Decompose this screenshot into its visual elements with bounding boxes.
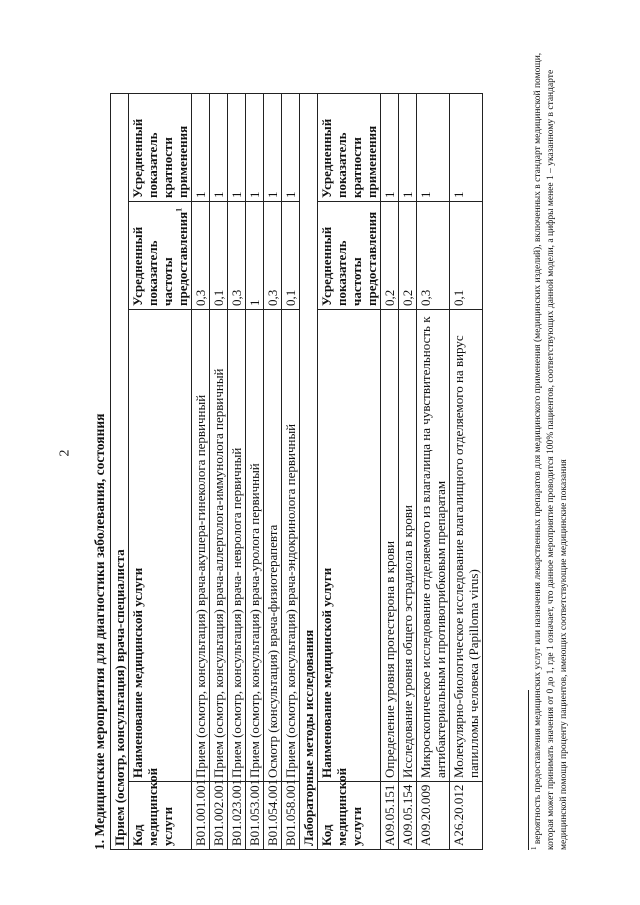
footnote-ref: 1 <box>174 207 184 212</box>
section1-title: Прием (осмотр, консультация) врача-специалиста <box>111 93 129 849</box>
cell-code: B01.054.001 <box>264 782 282 850</box>
footnote-text: вероятность предоставления медицинских услуг или назначения лекарственных препаратов для медицинского применения (медицинских изделий), включенных в стандарт медицинской помощи, которая может принимать значения от 0 до 1, где 1 означает, что данное мероприятие проводится 100% пациентов, соответствующих данной модели, а цифры менее 1 – указанному в стандарте медицинской помощи проценту пациентов, имеющих соответствующие медицинские показания <box>533 52 569 850</box>
cell-frequency: 0,2 <box>381 202 399 310</box>
cell-multiplicity: 1 <box>282 93 300 201</box>
cell-frequency: 0,1 <box>210 202 228 310</box>
cell-name: Исследование уровня общего эстрадиола в крови <box>399 310 417 782</box>
cell-name: Прием (осмотр, консультация) врача-уролога первичный <box>246 310 264 782</box>
header-code: Код медицинской услуги <box>318 782 381 850</box>
page-number: 2 <box>57 449 73 457</box>
rotated-page-content <box>92 35 572 850</box>
cell-code: B01.023.001 <box>228 782 246 850</box>
table-row <box>282 93 300 849</box>
cell-multiplicity: 1 <box>210 93 228 201</box>
cell-name: Осмотр (консультация) врача-физиотерапевта <box>264 310 282 782</box>
cell-frequency: 0,3 <box>417 202 450 310</box>
header-frequency <box>129 202 192 310</box>
cell-frequency: 0,3 <box>192 202 210 310</box>
section2-body <box>300 93 483 849</box>
section2-title-row <box>300 93 318 849</box>
header-multiplicity: Усредненный показатель кратности применения <box>318 93 381 201</box>
cell-multiplicity: 1 <box>399 93 417 201</box>
cell-frequency: 0,1 <box>450 202 483 310</box>
cell-frequency: 0,3 <box>228 202 246 310</box>
section2-header-row <box>318 93 381 849</box>
table-row <box>450 93 483 849</box>
cell-name: Молекулярно-биологическое исследование влагалищного отделяемого на вирус папилломы человека (Papilloma virus) <box>450 310 483 782</box>
cell-name: Прием (осмотр, консультация) врача-акушера-гинеколога первичный <box>192 310 210 782</box>
cell-name: Определение уровня прогестерона в крови <box>381 310 399 782</box>
cell-code: B01.058.001 <box>282 782 300 850</box>
table-row <box>192 93 210 849</box>
cell-multiplicity: 1 <box>264 93 282 201</box>
cell-frequency: 0,1 <box>282 202 300 310</box>
section1-header-row <box>129 93 192 849</box>
section2-title: Лабораторные методы исследования <box>300 93 318 849</box>
header-frequency-text: Усредненный показатель частоты предоставления <box>130 211 190 306</box>
section-heading: 1. Медицинские мероприятия для диагностики заболевания, состояния <box>92 413 107 850</box>
footnote-marker: 1 <box>529 846 538 850</box>
header-name: Наименование медицинской услуги <box>129 310 192 782</box>
table-row <box>417 93 450 849</box>
table-row <box>399 93 417 849</box>
cell-name: Прием (осмотр, консультация) врача- невролога первичный <box>228 310 246 782</box>
header-code: Код медицинской услуги <box>129 782 192 850</box>
table-row <box>210 93 228 849</box>
cell-frequency: 0,3 <box>264 202 282 310</box>
header-frequency: Усредненный показатель частоты предоставления <box>318 202 381 310</box>
cell-multiplicity: 1 <box>381 93 399 201</box>
cell-name: Прием (осмотр, консультация) врача-эндокринолога первичный <box>282 310 300 782</box>
cell-name: Прием (осмотр, консультация) врача-аллерголога-иммунолога первичный <box>210 310 228 782</box>
table-row <box>264 93 282 849</box>
cell-code: A26.20.012 <box>450 782 483 850</box>
cell-code: B01.053.001 <box>246 782 264 850</box>
cell-code: B01.002.001 <box>210 782 228 850</box>
cell-multiplicity: 1 <box>417 93 450 201</box>
cell-name: Микроскопическое исследование отделяемого из влагалища на чувствительность к антибактериальным и противогрибковым препаратам <box>417 310 450 782</box>
cell-multiplicity: 1 <box>228 93 246 201</box>
table-row <box>228 93 246 849</box>
cell-code: A09.05.154 <box>399 782 417 850</box>
cell-code: A09.05.151 <box>381 782 399 850</box>
cell-code: B01.001.001 <box>192 782 210 850</box>
cell-multiplicity: 1 <box>450 93 483 201</box>
table-row <box>381 93 399 849</box>
cell-code: A09.20.009 <box>417 782 450 850</box>
header-multiplicity: Усредненный показатель кратности применения <box>129 93 192 201</box>
services-table <box>110 93 483 850</box>
footnote <box>529 40 571 850</box>
footnote-separator <box>528 690 529 850</box>
header-name: Наименование медицинской услуги <box>318 310 381 782</box>
cell-multiplicity: 1 <box>246 93 264 201</box>
section1-title-row <box>111 93 129 849</box>
table-row <box>246 93 264 849</box>
cell-frequency: 1 <box>246 202 264 310</box>
section1-body <box>111 93 300 849</box>
cell-multiplicity: 1 <box>192 93 210 201</box>
cell-frequency: 0,2 <box>399 202 417 310</box>
